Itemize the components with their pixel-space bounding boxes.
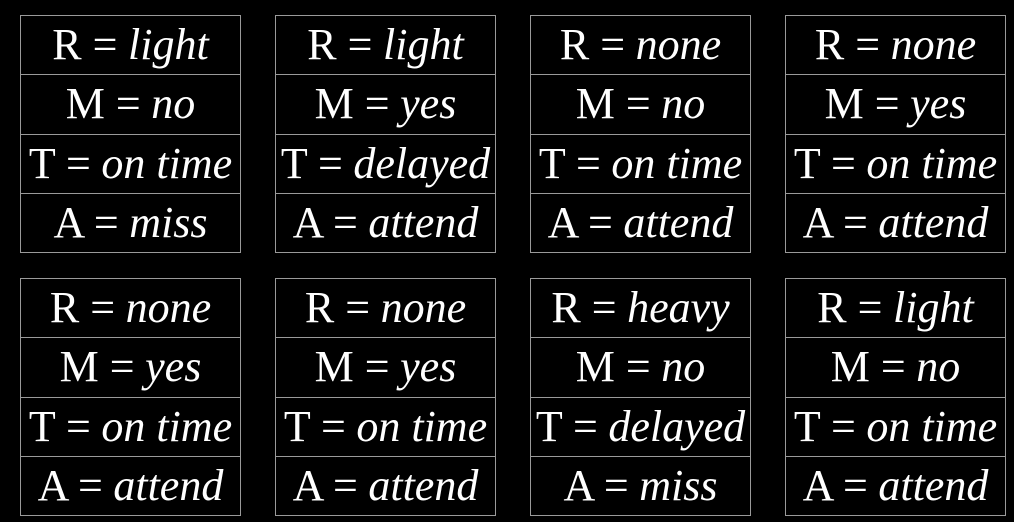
variable-label: A =	[802, 460, 868, 510]
assignment-row	[531, 456, 750, 515]
variable-value: on time	[611, 138, 743, 188]
variable-label: A =	[547, 197, 613, 247]
variable-value: on time	[101, 401, 233, 451]
assignment-row	[276, 74, 495, 133]
sample-box-6	[275, 278, 496, 516]
sample-box-1	[20, 15, 241, 253]
assignment-row	[786, 193, 1005, 252]
variable-label: M =	[65, 79, 141, 129]
variable-value: light	[893, 283, 974, 333]
variable-value: on time	[866, 138, 998, 188]
variable-value: yes	[400, 342, 457, 392]
variable-value: none	[890, 20, 977, 70]
assignment-row	[531, 337, 750, 396]
sample-box-3	[530, 15, 751, 253]
assignment-row	[786, 134, 1005, 193]
variable-label: A =	[802, 197, 868, 247]
sample-box-5	[20, 278, 241, 516]
variable-value: heavy	[627, 283, 730, 333]
variable-value: none	[635, 20, 722, 70]
variable-label: M =	[59, 342, 135, 392]
assignment-row	[21, 456, 240, 515]
sample-box-2	[275, 15, 496, 253]
variable-value: attend	[878, 197, 989, 247]
assignment-row	[531, 397, 750, 456]
variable-value: light	[128, 20, 209, 70]
variable-label: T =	[793, 401, 856, 451]
variable-label: M =	[314, 342, 390, 392]
assignment-row	[276, 134, 495, 193]
variable-label: A =	[292, 460, 358, 510]
assignment-row	[21, 16, 240, 74]
assignment-row	[531, 134, 750, 193]
variable-value: miss	[129, 197, 208, 247]
assignment-row	[276, 337, 495, 396]
assignment-row	[531, 193, 750, 252]
variable-label: M =	[314, 79, 390, 129]
assignment-row	[21, 134, 240, 193]
variable-value: no	[151, 79, 196, 129]
sample-box-7	[530, 278, 751, 516]
assignment-row	[786, 16, 1005, 74]
variable-label: A =	[563, 460, 629, 510]
variable-value: no	[916, 342, 961, 392]
variable-value: attend	[623, 197, 734, 247]
assignment-row	[276, 16, 495, 74]
variable-label: T =	[28, 401, 91, 451]
variable-value: on time	[101, 138, 233, 188]
sample-box-8	[785, 278, 1006, 516]
variable-label: M =	[575, 342, 651, 392]
assignment-row	[21, 193, 240, 252]
assignment-row	[21, 337, 240, 396]
variable-value: on time	[356, 401, 488, 451]
variable-value: none	[380, 283, 467, 333]
samples-grid	[20, 15, 1014, 516]
variable-label: A =	[292, 197, 358, 247]
assignment-row	[21, 397, 240, 456]
assignment-row	[786, 337, 1005, 396]
variable-value: yes	[145, 342, 202, 392]
variable-label: T =	[535, 401, 598, 451]
variable-label: A =	[37, 460, 103, 510]
variable-label: T =	[28, 138, 91, 188]
assignment-row	[531, 279, 750, 337]
variable-label: R =	[551, 283, 617, 333]
variable-label: M =	[830, 342, 906, 392]
variable-value: miss	[639, 460, 718, 510]
variable-value: none	[125, 283, 212, 333]
assignment-row	[21, 279, 240, 337]
variable-value: yes	[910, 79, 967, 129]
variable-value: attend	[368, 197, 479, 247]
sample-box-4	[785, 15, 1006, 253]
assignment-row	[276, 193, 495, 252]
variable-value: delayed	[608, 401, 746, 451]
assignment-row	[21, 74, 240, 133]
variable-label: R =	[814, 20, 881, 70]
variable-value: yes	[400, 79, 457, 129]
assignment-row	[276, 397, 495, 456]
assignment-row	[786, 74, 1005, 133]
variable-value: on time	[866, 401, 998, 451]
assignment-row	[276, 279, 495, 337]
variable-label: R =	[49, 283, 116, 333]
variable-label: R =	[52, 20, 118, 70]
assignment-row	[531, 16, 750, 74]
variable-value: attend	[368, 460, 479, 510]
variable-label: T =	[280, 138, 343, 188]
variable-label: R =	[817, 283, 883, 333]
variable-label: R =	[307, 20, 373, 70]
variable-value: attend	[113, 460, 224, 510]
variable-value: no	[661, 79, 706, 129]
variable-label: R =	[559, 20, 626, 70]
variable-label: A =	[53, 197, 119, 247]
assignment-row	[786, 397, 1005, 456]
variable-value: light	[383, 20, 464, 70]
assignment-row	[786, 279, 1005, 337]
variable-value: no	[661, 342, 706, 392]
variable-label: M =	[824, 79, 900, 129]
variable-label: R =	[304, 283, 371, 333]
variable-value: attend	[878, 460, 989, 510]
variable-value: delayed	[353, 138, 491, 188]
assignment-row	[531, 74, 750, 133]
variable-label: M =	[575, 79, 651, 129]
assignment-row	[786, 456, 1005, 515]
assignment-row	[276, 456, 495, 515]
variable-label: T =	[538, 138, 601, 188]
variable-label: T =	[793, 138, 856, 188]
variable-label: T =	[283, 401, 346, 451]
